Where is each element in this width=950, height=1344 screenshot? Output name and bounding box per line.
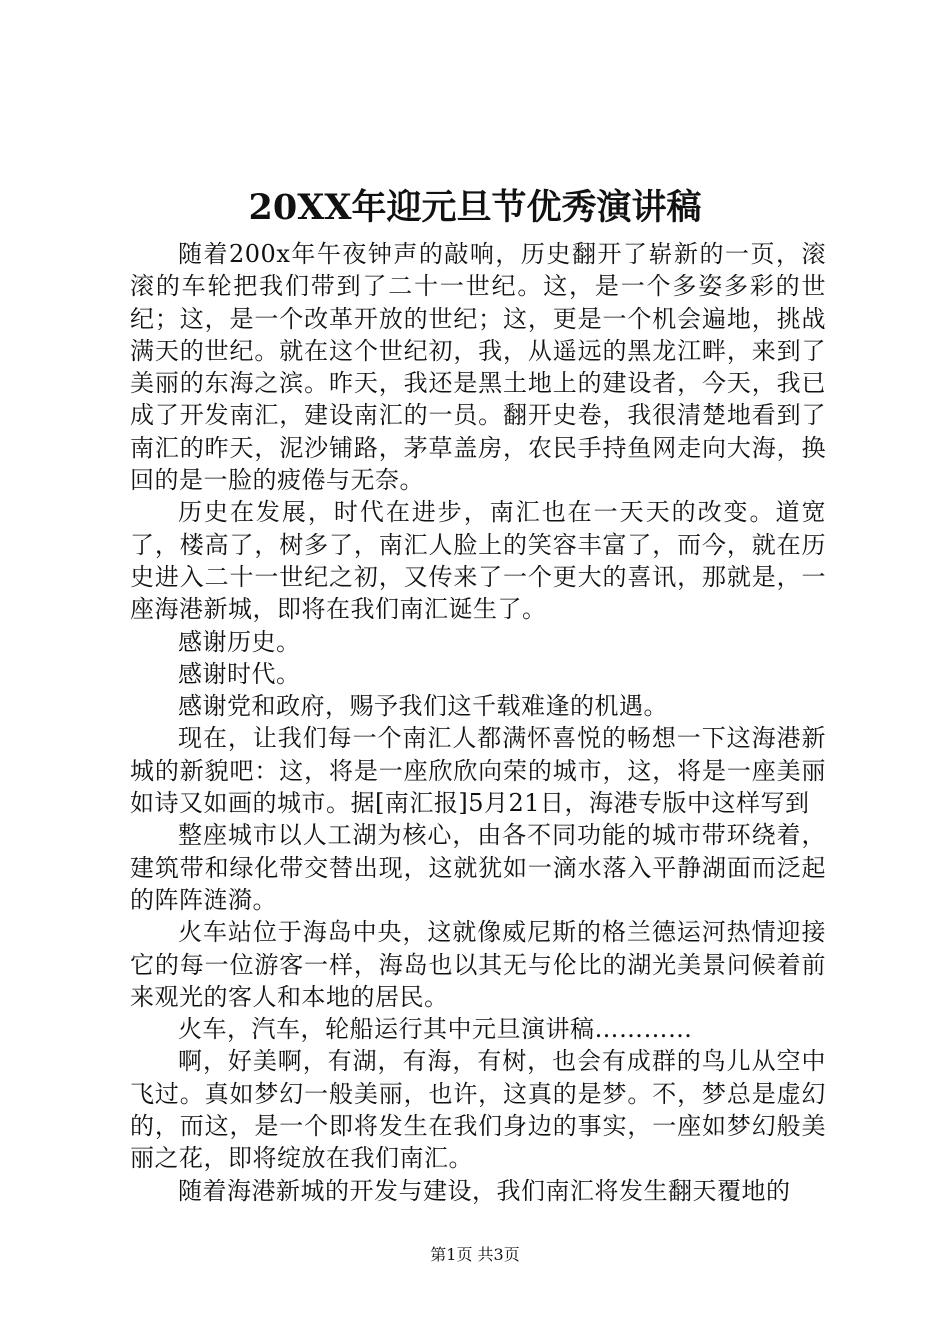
paragraph: 啊，好美啊，有湖，有海，有树，也会有成群的鸟儿从空中飞过。真如梦幻一般美丽，也许，这真的是梦。不，梦总是虚幻的，而这，是一个即将发生在我们身边的事实，一座如梦幻般美丽之花，即将绽放在我们南汇。 — [130, 1047, 826, 1173]
page-number-footer: 第1页 共3页 — [430, 1245, 520, 1264]
paragraph: 感谢历史。 — [178, 627, 301, 656]
paragraph: 整座城市以人工湖为核心，由各不同功能的城市带环绕着，建筑带和绿化带交替出现，这就犹如一滴水落入平静湖面而泛起的阵阵涟漪。 — [130, 821, 826, 914]
paragraph: 火车，汽车，轮船运行其中元旦演讲稿………… — [178, 1015, 693, 1044]
paragraph: 现在，让我们每一个南汇人都满怀喜悦的畅想一下这海港新城的新貌吧：这，将是一座欣欣向荣的城市，这，将是一座美丽如诗又如画的城市。据[南汇报]5月21日，海港专版中这样写到 — [130, 724, 826, 818]
paragraph: 感谢党和政府，赐予我们这千载难逢的机遇。 — [178, 692, 668, 721]
paragraph: 感谢时代。 — [178, 659, 301, 688]
paragraph: 随着海港新城的开发与建设，我们南汇将发生翻天覆地的 — [178, 1176, 791, 1205]
document-body — [130, 238, 826, 1207]
paragraph: 火车站位于海岛中央，这就像威尼斯的格兰德运河热情迎接它的每一位游客一样，海岛也以其无与伦比的湖光美景问候着前来观光的客人和本地的居民。 — [130, 918, 826, 1011]
document-title: 20XX年迎元旦节优秀演讲稿 — [248, 187, 702, 228]
paragraph: 历史在发展，时代在进步，南汇也在一天天的改变。道宽了，楼高了，树多了，南汇人脸上的笑容丰富了，而今，就在历史进入二十一世纪之初，又传来了一个更大的喜讯，那就是，一座海港新城，即将在我们南汇诞生了。 — [130, 498, 826, 624]
paragraph: 随着200x年午夜钟声的敲响，历史翻开了崭新的一页，滚滚的车轮把我们带到了二十一世纪。这，是一个多姿多彩的世纪；这，是一个改革开放的世纪；这，更是一个机会遍地，挑战满天的世纪。就在这个世纪初，我，从遥远的黑龙江畔，来到了美丽的东海之滨。昨天，我还是黑土地上的建设者，今天，我已成了开发南汇，建设南汇的一员。翻开史卷，我很清楚地看到了南汇的昨天，泥沙铺路，茅草盖房，农民手持鱼网走向大海，换回的是一脸的疲倦与无奈。 — [130, 240, 826, 495]
